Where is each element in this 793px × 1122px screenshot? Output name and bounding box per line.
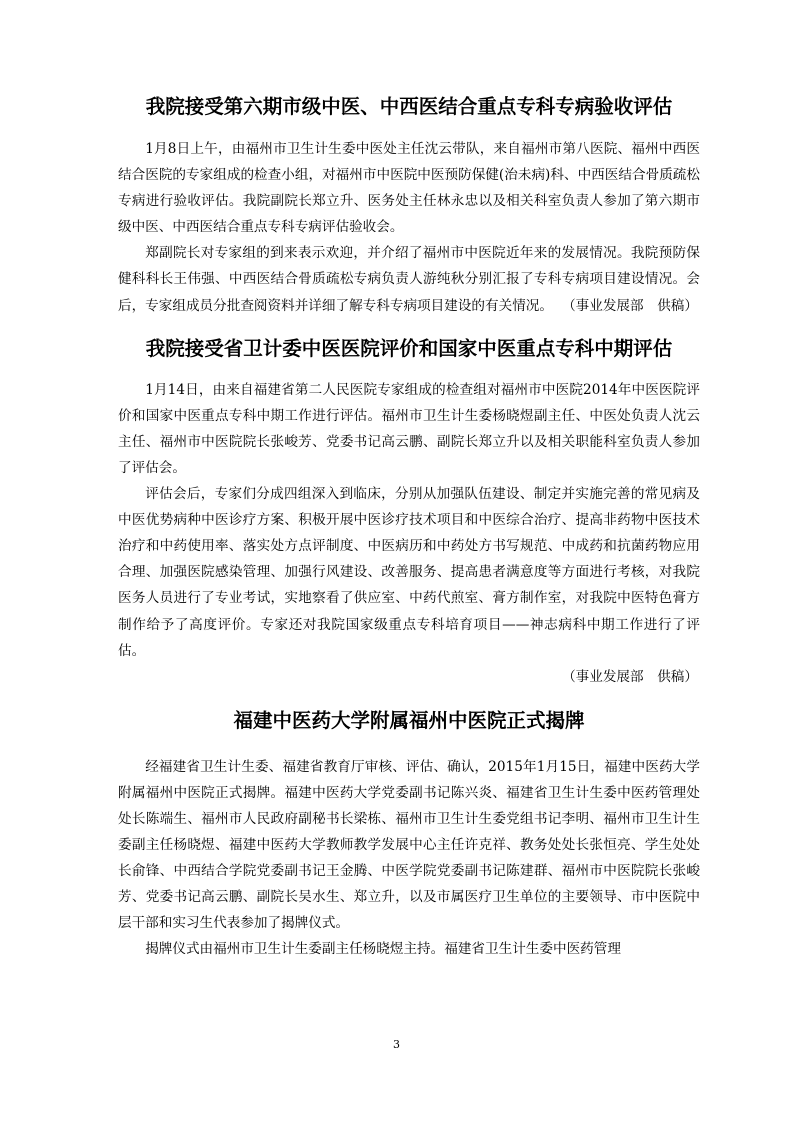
article-acceptance-evaluation [118,92,700,319]
article-paragraph: 1月8日上午，由福州市卫生计生委中医处主任沈云带队，来自福州市第八医院、福州中西医结合医院的专家组成的检查小组，对福州市中医院中医预防保健(治未病)科、中西医结合骨质疏松专病进行验收评估。我院副院长郑立升、医务处主任林永忠以及相关科室负责人参加了第六期市级中医、中西医结合重点专科专病评估验收会。 [118,141,700,236]
article-credit: （事业发展部 供稿） [562,668,698,685]
article-paragraph: 郑副院长对专家组的到来表示欢迎，并介绍了福州市中医院近年来的发展情况。我院预防保健科科长王伟强、中西医结合骨质疏松专病负责人游纯秋分别汇报了专科专病项目建设情况。会后，专家组成员分批查阅资料并详细了解专科专病项目建设的有关情况。 [118,245,700,314]
article-paragraph: 1月14日，由来自福建省第二人民医院专家组成的检查组对福州市中医院2014年中医医院评价和国家中医重点专科中期工作进行评估。福州市卫生计生委杨晓煜副主任、中医处负责人沈云主任、福州市中医院院长张峻芳、党委书记高云鹏、副院长郑立升以及相关职能科室负责人参加了评估会。 [118,381,700,476]
page-number: 3 [393,1038,400,1051]
article-mid-term-evaluation [118,334,700,690]
article-title: 我院接受省卫计委中医医院评价和国家中医重点专科中期评估 [145,336,673,360]
article-paragraph: 经福建省卫生计生委、福建省教育厅审核、评估、确认，2015年1月15日，福建中医药大学附属福州中医院正式揭牌。福建中医药大学党委副书记陈兴炎、福建省卫生计生委中医药管理处处长陈端生、福州市人民政府副秘书长梁栋、福州市卫生计生委党组书记李明、福州市卫生计生委副主任杨晓煜、福建中医药大学教师教学发展中心主任许克祥、教务处处长张恒亮、学生处处长俞锋、中西结合学院党委副书记王金腾、中医学院党委副书记陈建群、福州市中医院院长张峻芳、党委书记高云鹏、副院长吴水生、郑立升，以及市属医疗卫生单位的主要领导、市中医院中层干部和实习生代表参加了揭牌仪式。 [118,758,700,932]
article-paragraph: 揭牌仪式由福州市卫生计生委副主任杨晓煜主持。福建省卫生计生委中医药管理 [145,941,621,958]
article-paragraph: 评估会后，专家们分成四组深入到临床，分别从加强队伍建设、制定并实施完善的常见病及中医优势病种中医诊疗方案、积极开展中医诊疗技术项目和中医综合治疗、提高非药物中医技术治疗和中药使用率、落实处方点评制度、中医病历和中药处方书写规范、中成药和抗菌药物应用合理、加强医院感染管理、加强行风建设、改善服务、提高患者满意度等方面进行考核，对我院医务人员进行了专业考试，实地察看了供应室、中药代煎室、膏方制作室，对我院中医特色膏方制作给予了高度评价。专家还对我院国家级重点专科培育项目——神志病科中期工作进行了评估。 [118,486,700,659]
article-plaque-unveiling [118,706,700,963]
article-title: 福建中医药大学附属福州中医院正式揭牌 [233,708,585,732]
article-credit: （事业发展部 供稿） [562,297,698,314]
article-title: 我院接受第六期市级中医、中西医结合重点专科专病验收评估 [145,95,673,118]
document-page [118,92,700,963]
